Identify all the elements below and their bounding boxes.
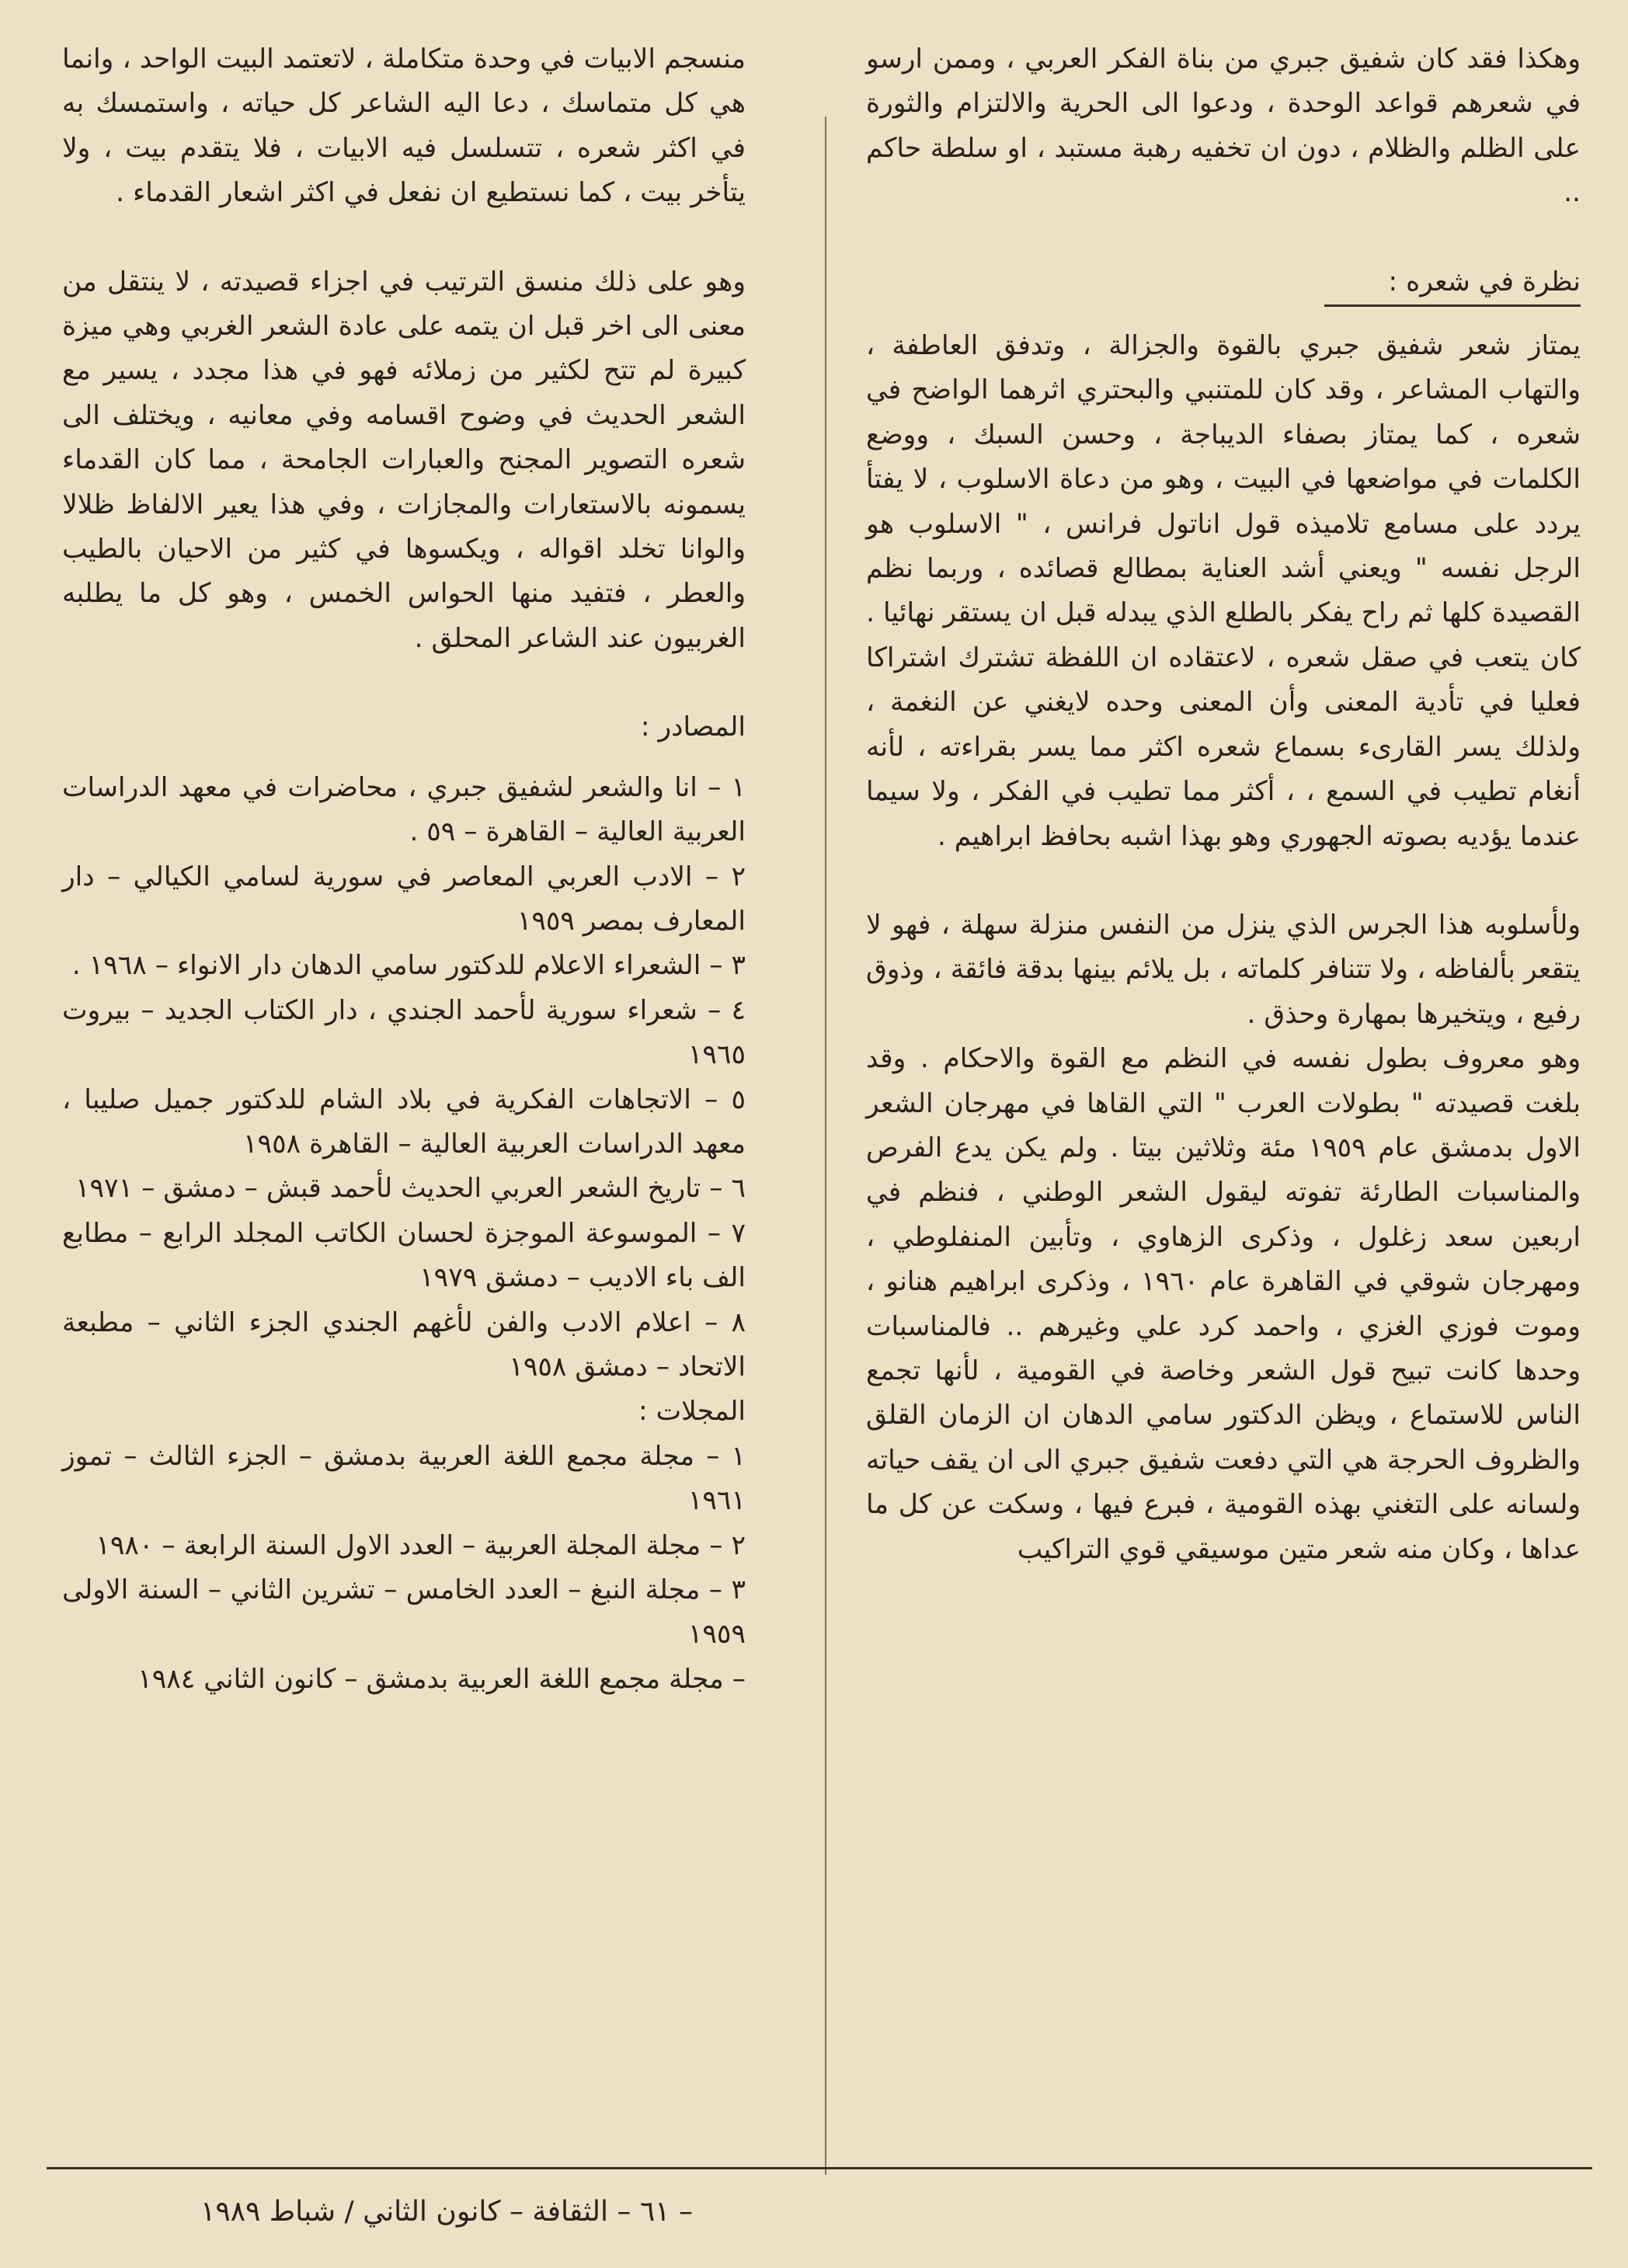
left-column — [62, 37, 746, 1702]
column-divider — [825, 117, 826, 2175]
source-item: ٤ – شعراء سورية لأحمد الجندي ، دار الكتاب الجديد – بيروت ١٩٦٥ — [62, 994, 746, 1071]
section-heading: نظرة في شعره : — [1388, 266, 1581, 297]
body-paragraph: منسجم الابيات في وحدة متكاملة ، لاتعتمد البيت الواحد ، وانما هي كل متماسك ، دعا اليه الشاعر كل حياته ، واستمسك به في اكثر شعره ، تتسلسل فيه الابيات ، فلا يتقدم بيت ، ولا يتأخر بيت ، كما نستطيع ان نفعل في اكثر اشعار القدماء . — [62, 43, 746, 209]
journal-item: ٣ – مجلة النبغ – العدد الخامس – تشرين الثاني – السنة الاولى ١٩٥٩ — [62, 1574, 746, 1651]
right-column — [866, 37, 1581, 1572]
body-paragraph: وهو معروف بطول نفسه في النظم مع القوة والاحكام . وقد بلغت قصيدته " بطولات العرب " التي القاها في مهرجان الشعر الاول بدمشق عام ١٩٥٩ مئة وثلاثين بيتا . ولم يكن يدع الفرص والمناسبات الطارئة تفوته ليقول الشعر الوطني ، فنظم في اربعين سعد زغلول ، وذكرى الزهاوي ، وتأبين المنفلوطي ، ومهرجان شوقي في القاهرة عام ١٩٦٠ ، وذكرى ابراهيم هنانو ، وموت فوزي الغزي ، واحمد كرد علي وغيرهم .. فالمناسبات وحدها كانت تبيح قول الشعر وخاصة في القومية ، لأنها تجمع الناس للاستماع ، ويظن الدكتور سامي الدهان ان الزمان القلق والظروف الحرجة هي التي دفعت شفيق جبري الى ان يقف حياته ولسانه على التغني بهذه القومية ، فبرع فيها ، وسكت عن كل ما عداها ، وكان منه شعر متين موسيقي قوي التراكيب — [866, 1043, 1581, 1565]
sources-heading: المصادر : — [640, 711, 746, 743]
journal-item: – مجلة مجمع اللغة العربية بدمشق – كانون الثاني ١٩٨٤ — [137, 1663, 746, 1695]
source-item: ١ – انا والشعر لشفيق جبري ، محاضرات في معهد الدراسات العربية العالية – القاهرة – ٥٩ . — [62, 771, 746, 848]
body-paragraph: ولأسلوبه هذا الجرس الذي ينزل من النفس منزلة سهلة ، فهو لا يتقعر بألفاظه ، ولا تتنافر كلماته ، بل يلائم بينها بدقة فائقة ، وذوق رفيع ، ويتخيرها بمهارة وحذق . — [866, 909, 1581, 1030]
source-item: ٦ – تاريخ الشعر العربي الحديث لأحمد قبش – دمشق – ١٩٧١ — [75, 1173, 746, 1205]
journals-heading: المجلات : — [638, 1396, 746, 1428]
source-item: ٥ – الاتجاهات الفكرية في بلاد الشام للدكتور جميل صليبا ، معهد الدراسات العربية العالية – القاهرة ١٩٥٨ — [62, 1084, 746, 1160]
body-paragraph: كان يتعب في صقل شعره ، لاعتقاده ان اللفظة تشترك اشتراكا فعليا في تأدية المعنى وأن المعنى وحده لايغني عن النغمة ، ولذلك يسر القارىء بسماع شعره اكثر مما يسر بقراءته ، لأنه أنغام تطيب في السمع ، ، أكثر مما تطيب في الفكر ، ولا سيما عندما يؤديه بصوته الجهوري وهو بهذا اشبه بحافظ ابراهيم . — [866, 642, 1581, 852]
source-item: ٢ – الادب العربي المعاصر في سورية لسامي الكيالي – دار المعارف بمصر ١٩٥٩ — [62, 861, 746, 937]
journal-item: ١ – مجلة مجمع اللغة العربية بدمشق – الجزء الثالث – تموز ١٩٦١ — [62, 1440, 746, 1517]
intro-paragraph: وهكذا فقد كان شفيق جبري من بناة الفكر العربي ، وممن ارسو في شعرهم قواعد الوحدة ، ودعوا الى الحرية والالتزام والثورة على الظلم والظلام ، دون ان تخفيه رهبة مستبد ، او سلطة حاكم .. — [866, 43, 1581, 209]
page-footer: – ٦١ – الثقافة – كانون الثاني / شباط ١٩٨٩ — [200, 2196, 693, 2228]
source-item: ٨ – اعلام الادب والفن لأغهم الجندي الجزء الثاني – مطبعة الاتحاد – دمشق ١٩٥٨ — [62, 1306, 746, 1383]
footer-rule — [47, 2167, 1592, 2169]
body-paragraph: يمتاز شعر شفيق جبري بالقوة والجزالة ، وتدفق العاطفة ، والتهاب المشاعر ، وقد كان للمتنبي والبحتري اثرهما الواضح في شعره ، كما يمتاز بصفاء الديباجة ، وحسن السبك ، ووضع الكلمات في مواضعها في البيت ، وهو من دعاة الاسلوب ، لا يفتأ يردد على مسامع تلاميذه قول اناتول فرانس ، " الاسلوب هو الرجل نفسه " ويعني أشد العناية بمطالع قصائده ، وربما نظم القصيدة كلها ثم راح يفكر بالطلع الذي يبدله قبل ان يستقر نهائيا . — [866, 330, 1581, 629]
source-item: ٧ – الموسوعة الموجزة لحسان الكاتب المجلد الرابع – مطابع الف باء الاديب – دمشق ١٩٧٩ — [62, 1217, 746, 1294]
journal-item: ٢ – مجلة المجلة العربية – العدد الاول السنة الرابعة – ١٩٨٠ — [96, 1529, 746, 1561]
body-paragraph: وهو على ذلك منسق الترتيب في اجزاء قصيدته ، لا ينتقل من معنى الى اخر قبل ان يتمه على عادة الشعر الغربي وهي ميزة كبيرة لم تتح لكثير من زملائه فهو في هذا مجدد ، يسير مع الشعر الحديث في وضوح اقسامه وفي معانيه ، ويختلف الى شعره التصوير المجنح والعبارات الجامحة ، مما كان القدماء يسمونه بالاستعارات والمجازات ، وفي هذا يعير الالفاظ ظلالا والوانا تخلد اقواله ، ويكسوها في كثير من الاحيان بالطيب والعطر ، فتفيد منها الحواس الخمس ، وهو كل ما يطلبه الغربيون عند الشاعر المحلق . — [62, 266, 746, 654]
source-item: ٣ – الشعراء الاعلام للدكتور سامي الدهان دار الانواء – ١٩٦٨ . — [71, 950, 746, 982]
